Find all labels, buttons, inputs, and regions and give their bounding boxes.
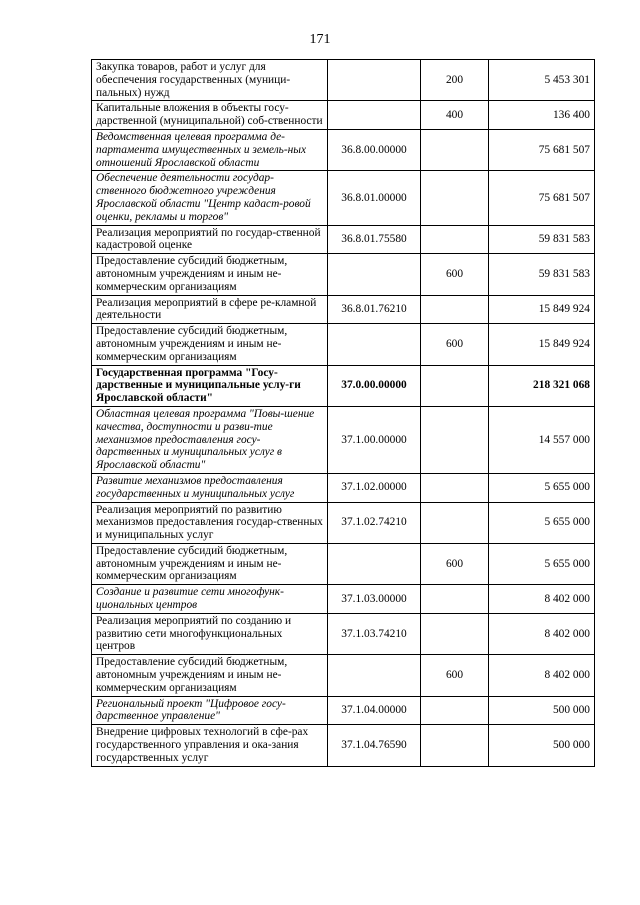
row-code: 37.1.03.00000 [328, 585, 421, 614]
table-row [92, 725, 595, 766]
table-row [92, 324, 595, 365]
row-amount: 8 402 000 [489, 585, 595, 614]
row-name: Внедрение цифровых технологий в сфе-рах государственного управления и ока-зания государственных услуг [92, 725, 328, 766]
row-code: 36.8.01.76210 [328, 295, 421, 324]
row-expense-type: 200 [421, 60, 489, 101]
table-row [92, 60, 595, 101]
row-amount: 8 402 000 [489, 613, 595, 654]
row-expense-type [421, 295, 489, 324]
row-expense-type [421, 696, 489, 725]
row-expense-type: 600 [421, 324, 489, 365]
row-name: Ведомственная целевая программа де-партамента имущественных и земель-ных отношений Ярославской области [92, 129, 328, 170]
row-name: Областная целевая программа "Повы-шение качества, доступности и разви-тие механизмов предоставления госу-дарственных и муниципальных услуг в Ярославской области" [92, 406, 328, 473]
table-row [92, 473, 595, 502]
row-expense-type [421, 725, 489, 766]
row-code: 37.1.04.00000 [328, 696, 421, 725]
row-name: Развитие механизмов предоставления государственных и муниципальных услуг [92, 473, 328, 502]
table-row [92, 295, 595, 324]
table-row [92, 365, 595, 406]
row-expense-type [421, 365, 489, 406]
row-expense-type: 600 [421, 543, 489, 584]
row-amount: 500 000 [489, 696, 595, 725]
row-expense-type [421, 129, 489, 170]
row-expense-type [421, 171, 489, 225]
row-code [328, 543, 421, 584]
row-amount: 75 681 507 [489, 129, 595, 170]
table-row [92, 129, 595, 170]
row-amount: 8 402 000 [489, 655, 595, 696]
row-name: Предоставление субсидий бюджетным, автономным учреждениям и иным не-коммерческим организациям [92, 655, 328, 696]
row-name: Реализация мероприятий по созданию и развитию сети многофункциональных центров [92, 613, 328, 654]
row-name: Предоставление субсидий бюджетным, автономным учреждениям и иным не-коммерческим организациям [92, 543, 328, 584]
row-name: Закупка товаров, работ и услуг для обеспечения государственных (муници-пальных) нужд [92, 60, 328, 101]
table-row [92, 225, 595, 254]
row-expense-type: 600 [421, 254, 489, 295]
row-name: Региональный проект "Цифровое госу-дарственное управление" [92, 696, 328, 725]
row-amount: 75 681 507 [489, 171, 595, 225]
row-expense-type: 400 [421, 101, 489, 130]
row-code: 37.0.00.00000 [328, 365, 421, 406]
row-code [328, 60, 421, 101]
page-number: 171 [309, 32, 331, 47]
table-row [92, 254, 595, 295]
row-amount: 5 655 000 [489, 473, 595, 502]
row-code [328, 254, 421, 295]
row-expense-type [421, 613, 489, 654]
row-code [328, 324, 421, 365]
row-amount: 15 849 924 [489, 295, 595, 324]
row-name: Реализация мероприятий в сфере ре-кламной деятельности [92, 295, 328, 324]
row-amount: 15 849 924 [489, 324, 595, 365]
row-amount: 5 655 000 [489, 543, 595, 584]
row-code: 36.8.01.75580 [328, 225, 421, 254]
row-code [328, 655, 421, 696]
row-amount: 5 453 301 [489, 60, 595, 101]
row-amount: 59 831 583 [489, 254, 595, 295]
row-expense-type [421, 585, 489, 614]
table-row [92, 585, 595, 614]
row-code: 36.8.00.00000 [328, 129, 421, 170]
row-amount: 136 400 [489, 101, 595, 130]
row-amount: 218 321 068 [489, 365, 595, 406]
table-row [92, 406, 595, 473]
row-name: Реализация мероприятий по государ-ственной кадастровой оценке [92, 225, 328, 254]
budget-table-body [92, 60, 595, 767]
row-name: Государственная программа "Госу-дарственные и муниципальные услу-ги Ярославской области" [92, 365, 328, 406]
row-name: Предоставление субсидий бюджетным, автономным учреждениям и иным не-коммерческим организациям [92, 324, 328, 365]
row-code: 37.1.03.74210 [328, 613, 421, 654]
row-amount: 14 557 000 [489, 406, 595, 473]
row-expense-type: 600 [421, 655, 489, 696]
row-name: Капитальные вложения в объекты госу-дарственной (муниципальной) соб-ственности [92, 101, 328, 130]
row-expense-type [421, 473, 489, 502]
row-expense-type [421, 502, 489, 543]
table-row [92, 502, 595, 543]
table-row [92, 613, 595, 654]
row-amount: 59 831 583 [489, 225, 595, 254]
row-expense-type [421, 406, 489, 473]
row-amount: 5 655 000 [489, 502, 595, 543]
budget-table [91, 59, 595, 767]
row-name: Обеспечение деятельности государ-ственного бюджетного учреждения Ярославской области "Центр кадаст-ровой оценки, рекламы и торгов" [92, 171, 328, 225]
table-row [92, 655, 595, 696]
table-row [92, 171, 595, 225]
row-code: 37.1.04.76590 [328, 725, 421, 766]
row-code: 37.1.02.74210 [328, 502, 421, 543]
row-code: 37.1.00.00000 [328, 406, 421, 473]
table-row [92, 696, 595, 725]
row-code: 36.8.01.00000 [328, 171, 421, 225]
row-name: Создание и развитие сети многофунк-циональных центров [92, 585, 328, 614]
row-name: Предоставление субсидий бюджетным, автономным учреждениям и иным не-коммерческим организациям [92, 254, 328, 295]
table-row [92, 101, 595, 130]
row-code: 37.1.02.00000 [328, 473, 421, 502]
row-expense-type [421, 225, 489, 254]
row-code [328, 101, 421, 130]
table-row [92, 543, 595, 584]
row-amount: 500 000 [489, 725, 595, 766]
row-name: Реализация мероприятий по развитию механизмов предоставления государ-ственных и муниципальных услуг [92, 502, 328, 543]
